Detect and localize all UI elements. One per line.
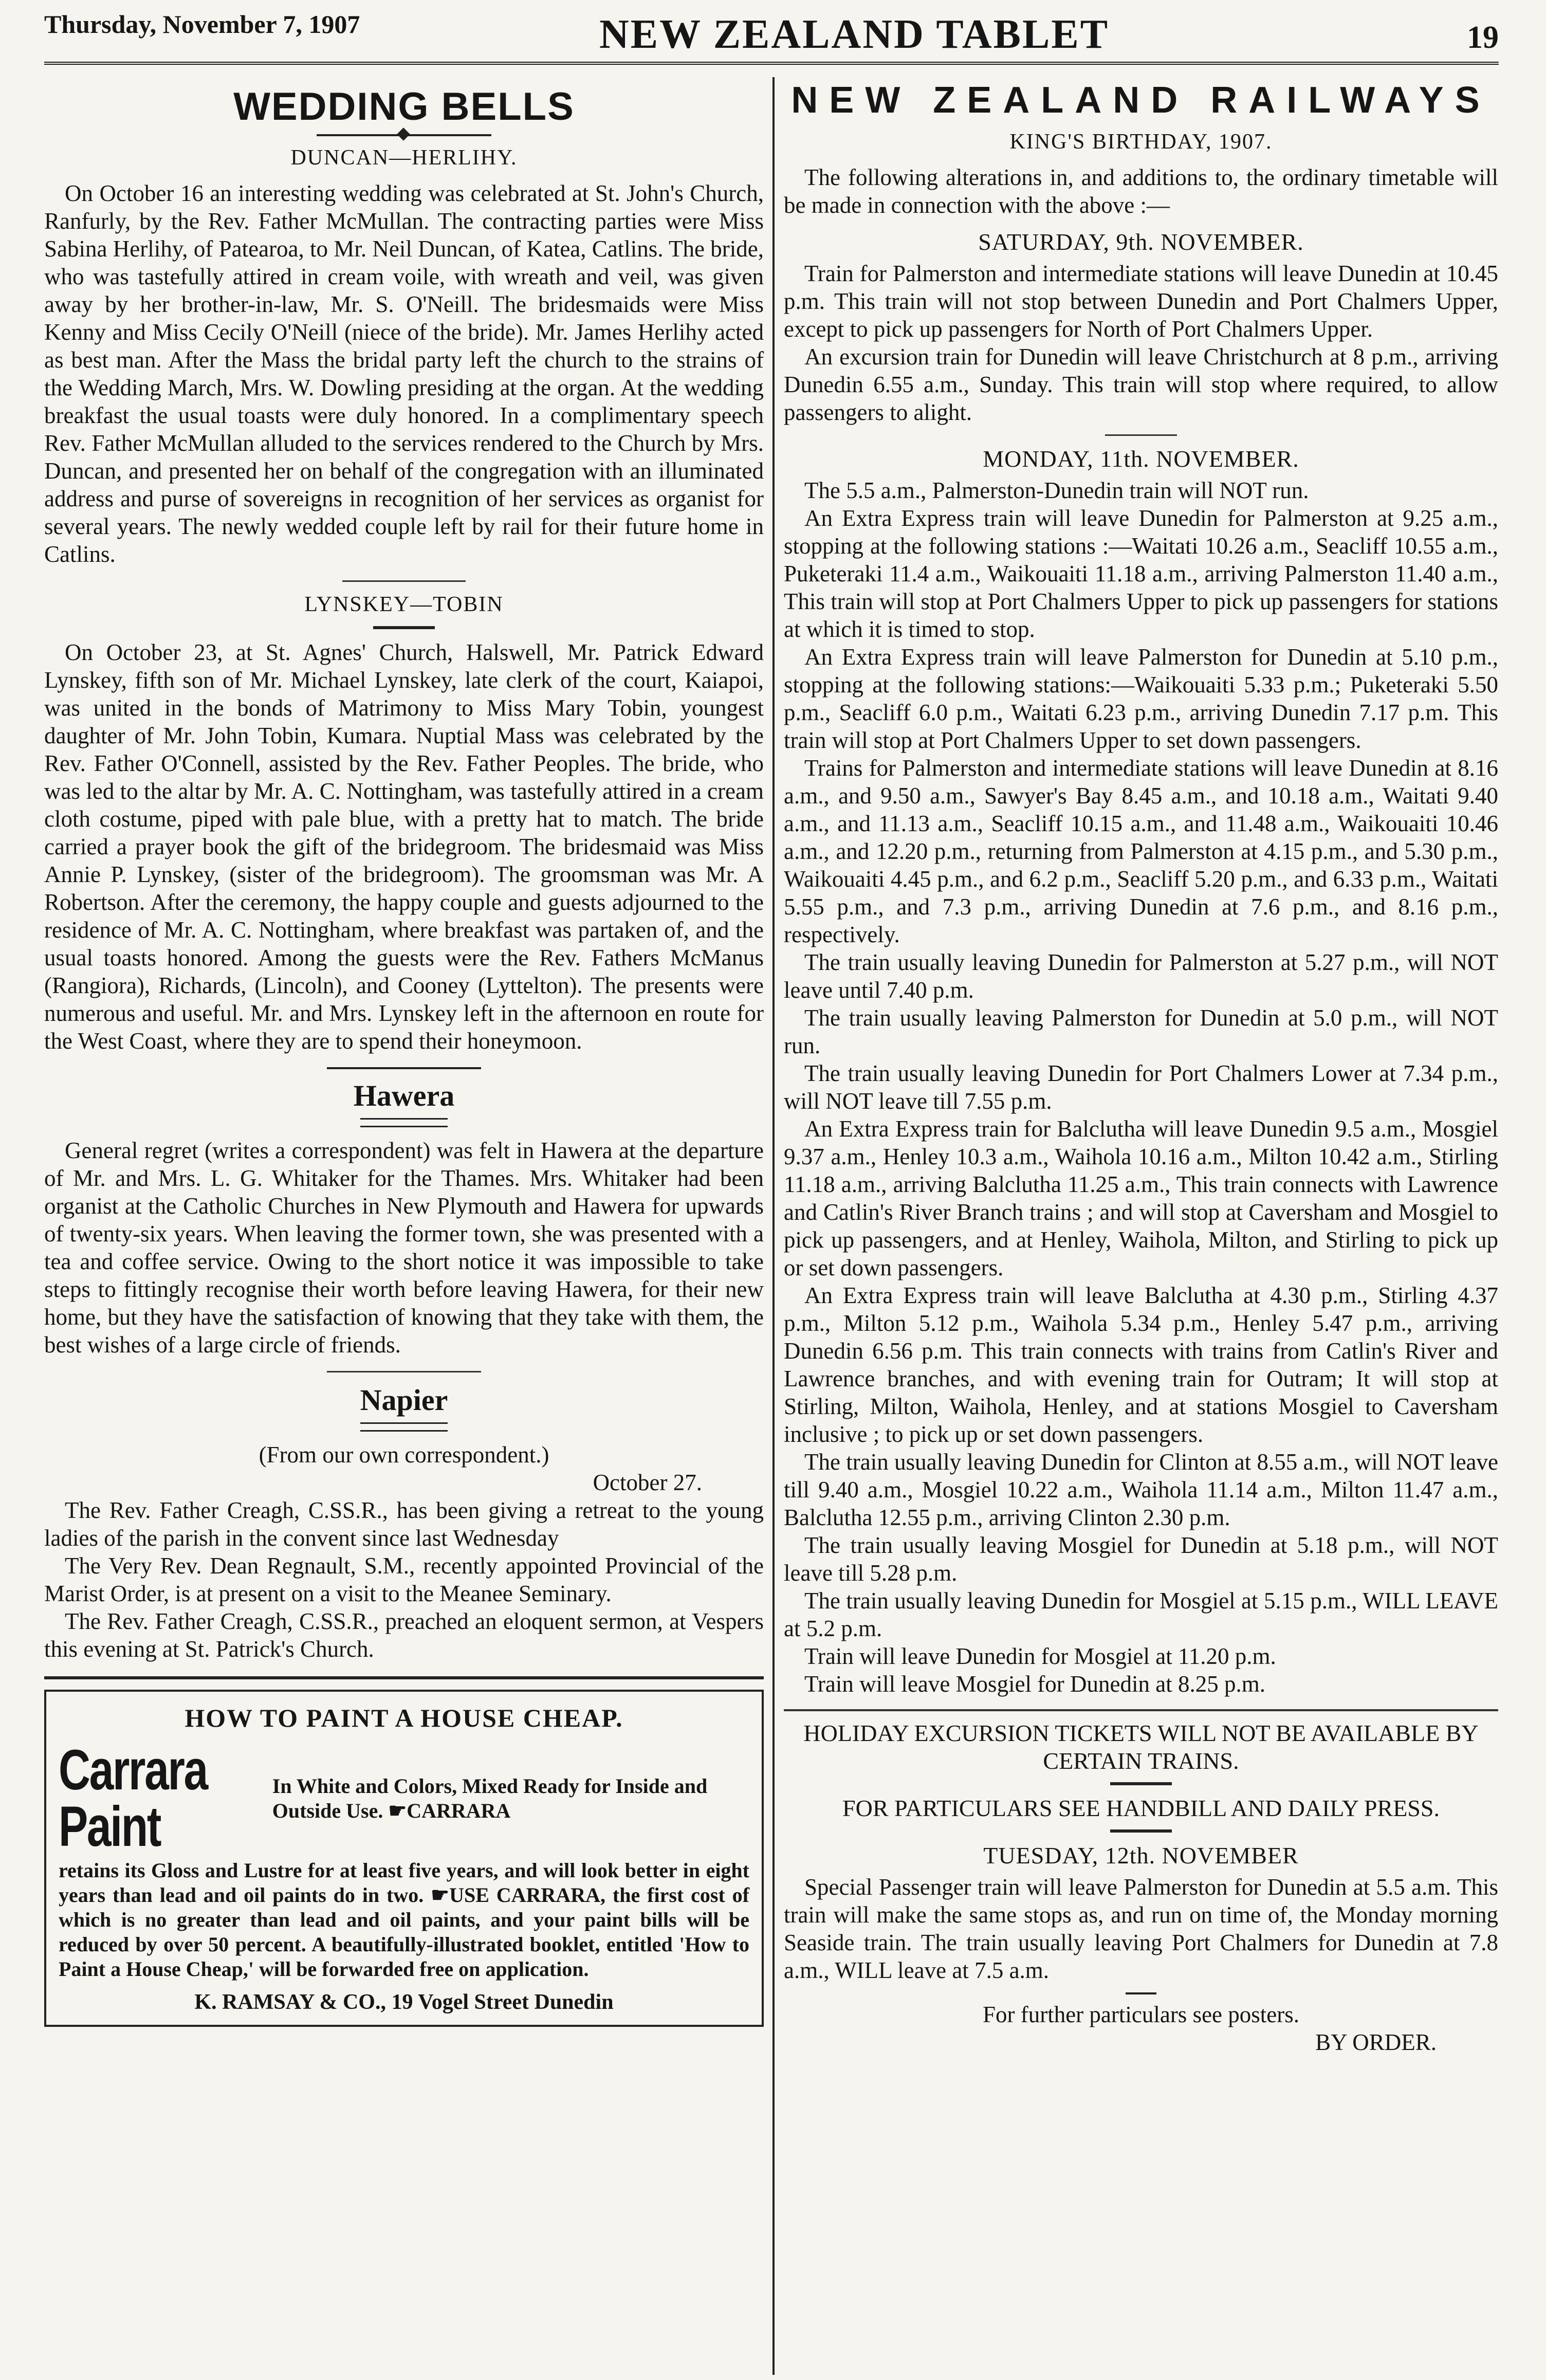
section-separator [342, 580, 466, 582]
tuesday-heading: TUESDAY, 12th. NOVEMBER [983, 1842, 1299, 1869]
advert-brand: Carrara Paint [59, 1738, 207, 1858]
napier-paragraph: The Very Rev. Dean Regnault, S.M., recently appointed Provincial of the Marist Order, is at present on a visit to the Meanee Seminary. [44, 1553, 764, 1606]
railways-intro: The following alterations in, and additions to, the ordinary timetable will be made in connection with the above :— [784, 164, 1498, 218]
monday-heading: MONDAY, 11th. NOVEMBER. [983, 446, 1299, 472]
advert-tagline-text: In White and Colors, Mixed Ready for Inside and Outside Use. [272, 1774, 708, 1822]
section-separator [1105, 434, 1177, 436]
saturday-paragraph: An excursion train for Dunedin will leave Christchurch at 8 p.m., arriving Dunedin 6.55 a.m., Sunday. This train will stop where required, to allow passengers to alight. [784, 344, 1498, 425]
lynskey-tobin-text: On October 23, at St. Agnes' Church, Halswell, Mr. Patrick Edward Lynskey, fifth son of Mr. Michael Lynskey, late clerk of the court, Kaiapoi, was united in the bonds of Matrimony to Miss Mary Tobin, youngest daughter of Mr. John Tobin, Kumara. Nuptial Mass was celebrated by the Rev. Father O'Connell, assisted by the Rev. Father Peoples. The bride, who was led to the altar by Mr. A. C. Nottingham, was tastefully attired in a cream cloth costume, piped with pale blue, with a pretty hat to match. The bride carried a prayer book the gift of the bridegroom. The bridesmaid was Miss Annie P. Lynskey, (sister of the bridegroom). The groomsman was Mr. A Robertson. After the ceremony, the happy couple and guests adjourned to the residence of Mr. A. C. Nottingham, where breakfast was partaken of, and the usual toasts honored. Among the guests were the Rev. Fathers McManus (Rangiora), Richards, (Lincoln), and Cooney (Lyttelton). The presents were numerous and useful. Mr. and Mrs. Lynskey left in the afternoon en route for the West Coast, where they are to spend their honeymoon. [44, 639, 764, 1054]
monday-paragraph: The train usually leaving Mosgiel for Dunedin at 5.18 p.m., will NOT leave till 5.28 p.m. [784, 1532, 1498, 1586]
monday-paragraph: An Extra Express train for Balclutha will leave Dunedin 9.5 a.m., Mosgiel 9.37 a.m., Henley 10.3 a.m., Waihola 10.16 a.m., Milton 10.42 a.m., Stirling 11.18 a.m., arriving Balclutha 11.25 a.m., This train connects with Lawrence and Catlin's River Branch trains ; and will stop at Caversham and Mosgiel to pick up passengers, and at Henley, Waihola, Milton, and Stirling to pick up or set down passengers. [784, 1116, 1498, 1280]
saturday-paragraph: Train for Palmerston and intermediate stations will leave Dunedin at 10.45 p.m. This train will not stop between Dunedin and Port Chalmers Upper, except to pick up passengers for North of Port Chalmers Upper. [784, 261, 1498, 342]
monday-paragraph: An Extra Express train will leave Palmerston for Dunedin at 5.10 p.m., stopping at the following stations:—Waikouaiti 5.33 p.m.; Puketeraki 5.50 p.m., Seacliff 6.0 p.m., Waitati 6.23 p.m., arriving Dunedin 7.17 p.m. This train will stop at Port Chalmers Upper to set down passengers. [784, 644, 1498, 753]
napier-paragraph: The Rev. Father Creagh, C.SS.R., preached an eloquent sermon, at Vespers this evening at St. Patrick's Church. [44, 1608, 764, 1662]
railways-subtitle: KING'S BIRTHDAY, 1907. [1009, 130, 1273, 154]
wedding-bells-title: WEDDING BELLS [233, 85, 575, 129]
hawera-heading: Hawera [353, 1079, 455, 1112]
duncan-herlihy-heading: DUNCAN—HERLIHY. [290, 146, 518, 170]
short-rule [1110, 1782, 1172, 1785]
napier-heading: Napier [360, 1383, 448, 1417]
monday-paragraph: Trains for Palmerston and intermediate stations will leave Dunedin at 8.16 a.m., and 9.50 a.m., Sawyer's Bay 8.45 a.m., and 10.18 a.m., Waitati 9.40 a.m., and 11.13 a.m., Seacliff 10.15 a.m., and 11.48 a.m., Waikouaiti 10.46 a.m., and 12.20 p.m., returning from Palmerston at 4.15 p.m., and 5.30 p.m., Waikouaiti 4.45 p.m., and 6.2 p.m., Seacliff 5.20 p.m., and 6.33 p.m., Waitati 5.55 p.m., and 7.3 p.m., arriving Dunedin at 7.6 p.m., and 8.16 p.m., respectively. [784, 755, 1498, 947]
section-separator [327, 1371, 481, 1372]
masthead-title: NEW ZEALAND TABLET [599, 12, 1110, 57]
short-rule [1126, 1992, 1156, 1994]
monday-paragraph: The train usually leaving Dunedin for Port Chalmers Lower at 7.34 p.m., will NOT leave till 7.55 p.m. [784, 1060, 1498, 1114]
diamond-rule [317, 134, 491, 136]
duncan-herlihy-text: On October 16 an interesting wedding was celebrated at St. John's Church, Ranfurly, by the Rev. Father McMullan. The contracting parties were Miss Sabina Herlihy, of Patearoa, to Mr. Neil Duncan, of Katea, Catlins. The bride, who was tastefully attired in cream voile, with wreath and veil, was given away by her brother-in-law, Mr. S. O'Neill. The bridesmaids were Miss Kenny and Miss Cecily O'Neill (niece of the bride). Mr. James Herlihy acted as best man. After the Mass the bridal party left the church to the strains of the Wedding March, Mrs. W. Dowling presiding at the organ. At the wedding breakfast the usual toasts were duly honored. In a complimentary speech Rev. Father McMullan alluded to the services rendered to the Church by Mrs. Duncan, and presented her on behalf of the congregation with an illuminated address and purse of sovereigns in recognition of her services as organist for several years. The newly wedded couple left by rail for their future home in Catlins. [44, 180, 764, 567]
monday-paragraph: Train will leave Dunedin for Mosgiel at 11.20 p.m. [804, 1643, 1276, 1669]
short-rule [1110, 1829, 1172, 1833]
napier-date: October 27. [593, 1470, 702, 1495]
right-column [784, 77, 1498, 2370]
holiday-tickets-notice: HOLIDAY EXCURSION TICKETS WILL NOT BE AVAILABLE BY CERTAIN TRAINS. [803, 1720, 1479, 1774]
footer-note: For further particulars see posters. [982, 2002, 1300, 2027]
section-separator [784, 1709, 1498, 1711]
advert-footer: K. RAMSAY & CO., 19 Vogel Street Dunedin [194, 1990, 614, 2014]
left-column [44, 77, 764, 2370]
page-header [44, 0, 1499, 65]
tuesday-text: Special Passenger train will leave Palmerston for Dunedin at 5.5 a.m. This train will make the same stops as, and run on time of, the Monday morning Seaside train. The train usually leaving Port Chalmers for Dunedin at 7.8 a.m., WILL leave at 7.5 a.m. [784, 1874, 1498, 1983]
column-divider [772, 77, 775, 2375]
monday-paragraph: The train usually leaving Dunedin for Clinton at 8.55 a.m., will NOT leave till 9.40 a.m., Mosgiel 10.22 a.m., Waihola 11.14 a.m., Milton 11.47 a.m., Balclutha 12.55 p.m., arriving Clinton 2.30 p.m. [784, 1449, 1498, 1530]
advert-title: HOW TO PAINT A HOUSE CHEAP. [185, 1704, 623, 1732]
lynskey-tobin-heading: LYNSKEY—TOBIN [304, 593, 504, 616]
carrara-paint-advert [44, 1690, 764, 2027]
issue-date: Thursday, November 7, 1907 [44, 10, 360, 39]
by-order-signoff: BY ORDER. [1315, 2029, 1437, 2055]
monday-paragraph: An Extra Express train will leave Balclutha at 4.30 p.m., Stirling 4.37 p.m., Milton 5.12 p.m., Waihola 5.34 p.m., Henley 5.47 p.m., arriving Dunedin 6.56 p.m. This train connects with trains from Catlin's River and Lawrence branches, and with evening train for Outram; It will stop at Stirling, Milton, Waihola, Henley, and at stations Mosgiel to Caversham inclusive ; to pick up or set down passengers. [784, 1283, 1498, 1447]
monday-paragraph: Train will leave Mosgiel for Dunedin at 8.25 p.m. [804, 1671, 1265, 1697]
saturday-heading: SATURDAY, 9th. NOVEMBER. [978, 229, 1304, 255]
railways-title: NEW ZEALAND RAILWAYS [791, 80, 1491, 121]
short-rule [373, 626, 435, 629]
ornament-rule [360, 1118, 448, 1127]
advert-rule [44, 1676, 764, 1679]
hawera-text: General regret (writes a correspondent) was felt in Hawera at the departure of Mr. and Mrs. L. G. Whitaker for the Thames. Mrs. Whitaker had been organist at the Catholic Churches in New Plymouth and Hawera for upwards of twenty-six years. When leaving the former town, she was presented with a tea and coffee service. Owing to the short notice it was impossible to take steps to fittingly recognise their worth before leaving Hawera, for their new home, but they have the satisfaction of knowing that they take with them, the best wishes of a large circle of friends. [44, 1138, 764, 1358]
advert-tagline-tail: ☛CARRARA [388, 1799, 511, 1822]
page-number: 19 [1467, 20, 1499, 55]
monday-paragraph: An Extra Express train will leave Dunedin for Palmerston at 9.25 a.m., stopping at the following stations :—Waitati 10.26 a.m., Seacliff 10.55 a.m., Puketeraki 11.4 a.m., Waikouaiti 11.18 a.m., arriving Palmerston 11.40 a.m., This train will stop at Port Chalmers Upper to pick up passengers for stations at which it is timed to stop. [784, 505, 1498, 642]
monday-paragraph: The 5.5 a.m., Palmerston-Dunedin train will NOT run. [804, 478, 1309, 503]
monday-paragraph: The train usually leaving Dunedin for Palmerston at 5.27 p.m., will NOT leave until 7.40 p.m. [784, 949, 1498, 1003]
particulars-notice: FOR PARTICULARS SEE HANDBILL AND DAILY PRESS. [842, 1795, 1440, 1821]
ornament-rule [360, 1422, 448, 1432]
napier-byline: (From our own correspondent.) [259, 1442, 549, 1468]
monday-paragraph: The train usually leaving Palmerston for Dunedin at 5.0 p.m., will NOT run. [784, 1005, 1498, 1058]
advert-tagline [272, 1774, 749, 1823]
napier-paragraph: The Rev. Father Creagh, C.SS.R., has been giving a retreat to the young ladies of the parish in the convent since last Wednesday [44, 1497, 764, 1551]
advert-body: retains its Gloss and Lustre for at least five years, and will look better in eight years than lead and oil paints do in two. ☛USE CARRARA, the first cost of which is no greater than lead and oil paints, and your paint bills will be reduced by over 50 percent. A beautifully-illustrated booklet, entitled 'How to Paint a House Cheap,' will be forwarded free on application. [59, 1859, 749, 1981]
section-rule [327, 1067, 481, 1069]
monday-paragraph: The train usually leaving Dunedin for Mosgiel at 5.15 p.m., WILL LEAVE at 5.2 p.m. [784, 1588, 1498, 1641]
